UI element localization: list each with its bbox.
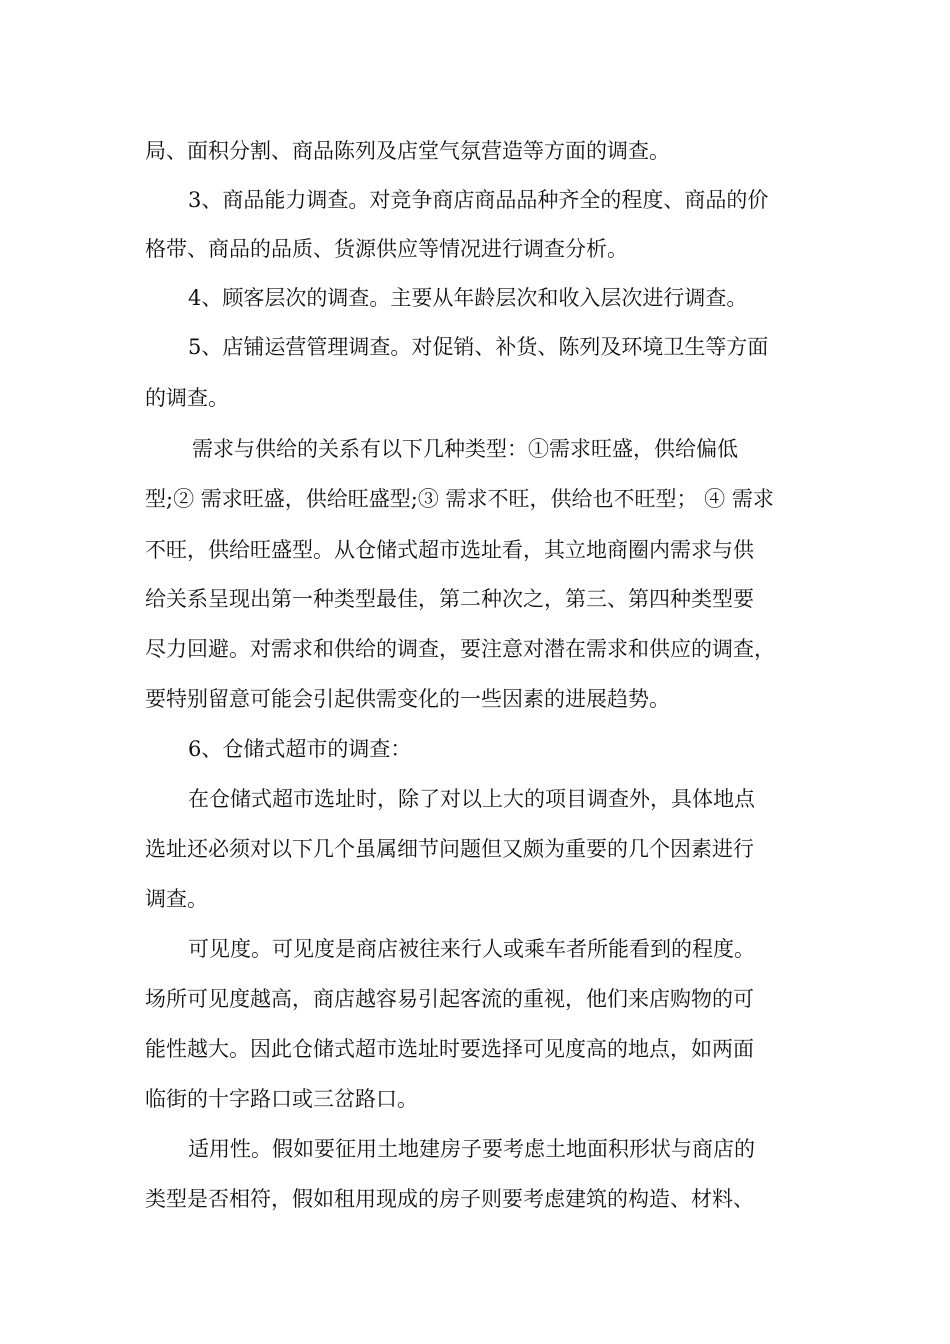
text-line-5: 5、店铺运营管理调查。对促销、补货、陈列及环境卫生等方面: [188, 335, 769, 359]
text-line-9: 不旺，供给旺盛型。从仓储式超市选址看，其立地商圈内需求与供: [145, 538, 754, 562]
text-line-13: 6、仓储式超市的调查：: [188, 737, 412, 761]
text-line-14: 在仓储式超市选址时，除了对以上大的项目调查外，具体地点: [188, 787, 755, 811]
text-line-12: 要特别留意可能会引起供需变化的一些因素的进展趋势。: [145, 687, 670, 711]
text-line-8: 型;② 需求旺盛，供给旺盛型;③ 需求不旺，供给也不旺型； ④ 需求: [145, 487, 774, 511]
text-line-6: 的调查。: [145, 386, 229, 410]
text-line-17: 可见度。可见度是商店被往来行人或乘车者所能看到的程度。: [188, 937, 755, 961]
text-line-2: 3、商品能力调查。对竞争商店商品品种齐全的程度、商品的价: [188, 188, 769, 212]
text-line-15: 选址还必须对以下几个虽属细节问题但又颇为重要的几个因素进行: [145, 837, 754, 861]
text-line-3: 格带、商品的品质、货源供应等情况进行调查分析。: [145, 237, 628, 261]
text-line-1: 局、面积分割、商品陈列及店堂气氛营造等方面的调查。: [145, 139, 670, 163]
text-line-19: 能性越大。因此仓储式超市选址时要选择可见度高的地点，如两面: [145, 1037, 754, 1061]
text-line-20: 临街的十字路口或三岔路口。: [145, 1087, 418, 1111]
text-line-22: 类型是否相符，假如租用现成的房子则要考虑建筑的构造、材料、: [145, 1187, 754, 1211]
text-line-16: 调查。: [145, 887, 208, 911]
text-line-7: 需求与供给的关系有以下几种类型：①需求旺盛，供给偏低: [192, 437, 738, 461]
text-line-4: 4、顾客层次的调查。主要从年龄层次和收入层次进行调查。: [188, 286, 748, 310]
text-line-10: 给关系呈现出第一种类型最佳，第二种次之，第三、第四种类型要: [145, 587, 754, 611]
text-line-21: 适用性。假如要征用土地建房子要考虑土地面积形状与商店的: [188, 1137, 755, 1161]
text-line-11: 尽力回避。对需求和供给的调查，要注意对潜在需求和供应的调查，: [145, 637, 775, 661]
text-line-18: 场所可见度越高，商店越容易引起客流的重视，他们来店购物的可: [145, 987, 754, 1011]
